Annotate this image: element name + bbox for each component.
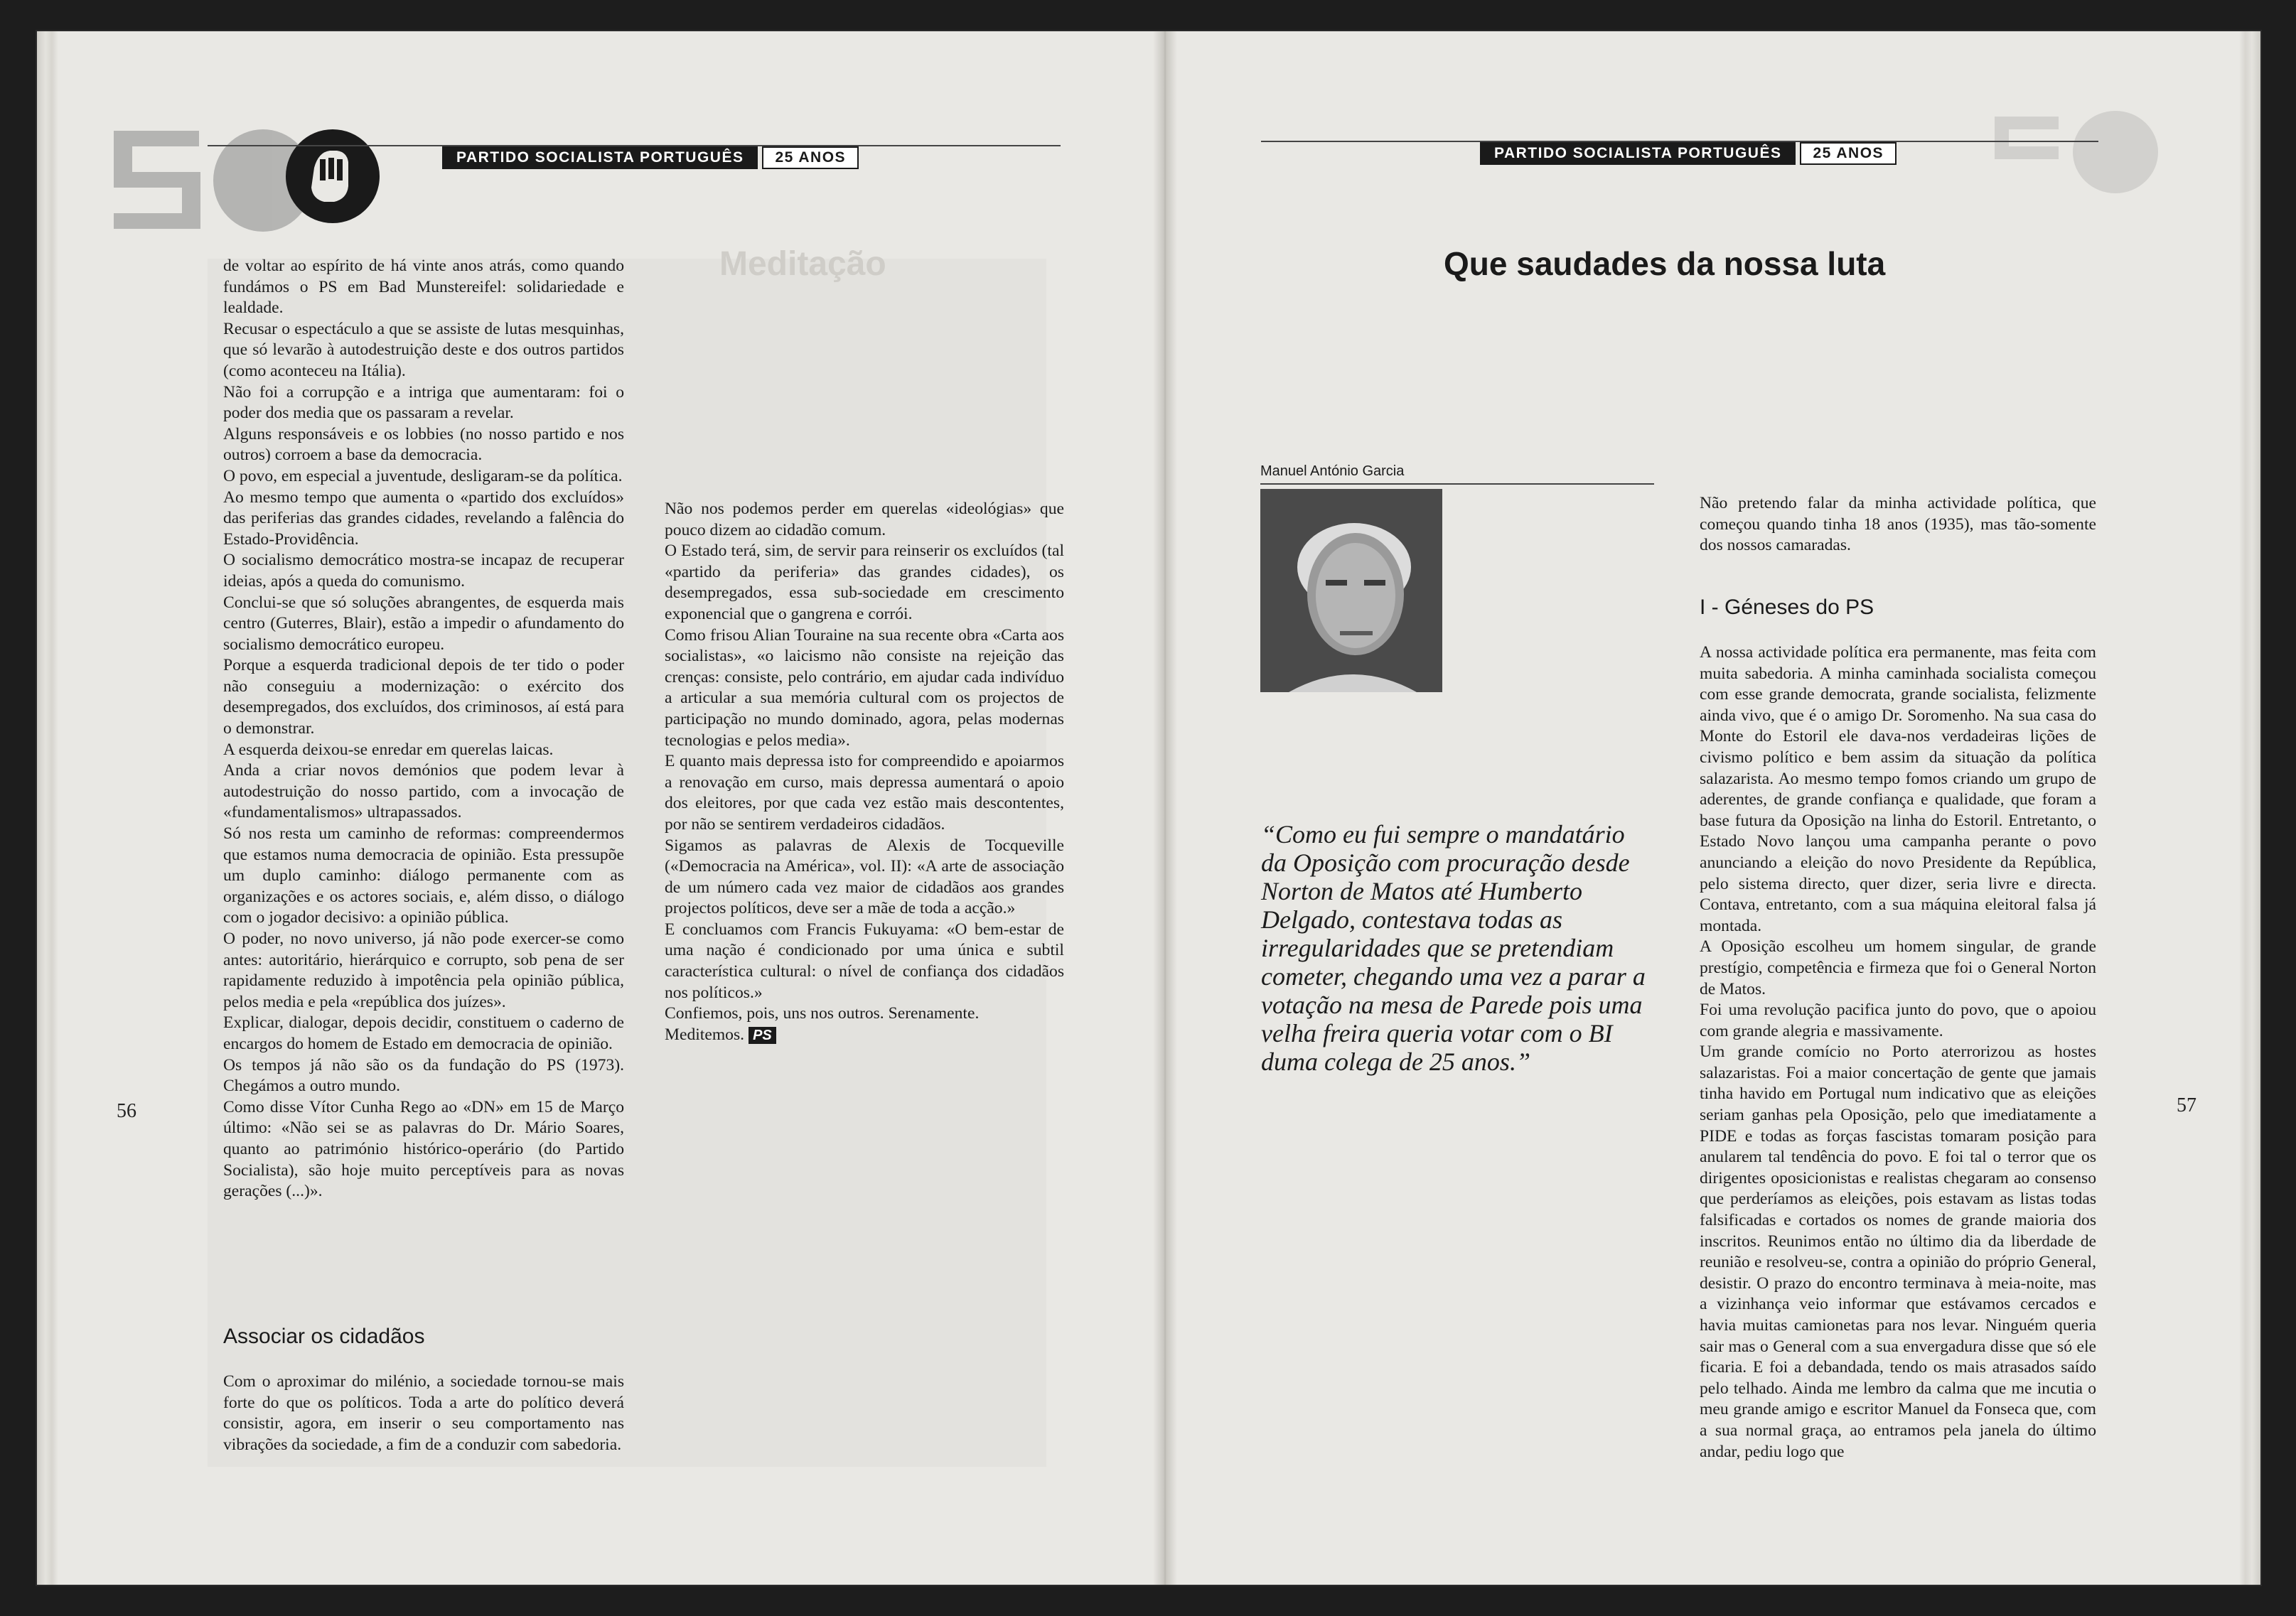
left-column-1-tail	[223, 1372, 624, 1455]
paragraph: Porque a esquerda tradicional depois de ter tido o poder não conseguiu a modernização: o exército dos desempregados, dos excluídos, dos criminosos, aí está para o demonstrar.	[223, 656, 624, 738]
left-column-1	[223, 256, 624, 1202]
closing-paragraph	[665, 1025, 1064, 1046]
article-title: Que saudades da nossa luta	[1444, 245, 1886, 282]
book-gutter	[1153, 31, 1177, 1585]
paragraph: Ao mesmo tempo que aumenta o «partido dos excluídos» das periferias das grandes cidades, revelando a falência do Estado-Providência.	[223, 488, 624, 549]
right-column-intro	[1700, 493, 2096, 556]
paragraph: Explicar, dialogar, depois decidir, constituem o caderno de encargos do homem de Estado em democracia de opinião.	[223, 1013, 624, 1053]
paragraph: Como frisou Alian Touraine na sua recente obra «Carta aos socialistas», «o laicismo não consiste na rejeição das crenças: consiste, pelo contrário, em ajudar cada indivíduo a articular a sua memória cultural com os projectos de participação no mundo dominado, agora, pelas modernas tecnologias e pelos media».	[665, 625, 1064, 750]
ps-25-logo-show-through	[1980, 95, 2208, 202]
paragraph: O poder, no novo universo, já não pode exercer-se como antes: autoritário, hierárquico e corrupto, sob pena de ser rapidamente reduzido à impotência pela opinião pública, pelos media e pela «república dos juízes».	[223, 930, 624, 1011]
paragraph: Só nos resta um caminho de reformas: compreendermos que estamos numa democracia de opinião. Esta pressupõe um duplo caminho: diálogo permanente com as organizações e os actores sociais, e, além disso, o diálogo com o jogador decisivo: a opinião pública.	[223, 824, 624, 927]
right-column-body	[1700, 642, 2096, 1463]
closing-word: Meditemos.	[665, 1025, 745, 1044]
paragraph: A esquerda deixou-se enredar em querelas laicas.	[223, 740, 554, 759]
paragraph: O Estado terá, sim, de servir para reinserir os excluídos (tal «partido da periferia» das grandes cidades), os desempregados, essa sub-sociedade em crescimento exponencial que o gangrena e corrói.	[665, 542, 1064, 623]
page-header	[1480, 142, 1897, 165]
left-column-2	[665, 499, 1064, 1045]
pull-quote: “Como eu fui sempre o mandatário da Oposição com procuração desde Norton de Matos até Humberto Delgado, contestava todas as irregularidades que se pretendiam cometer, chegando uma vez a parar a votação na mesa de Parede pois uma velha freira queria votar com o BI duma colega de 25 anos.”	[1261, 820, 1646, 1076]
ps-25-logo	[57, 102, 384, 237]
paragraph: A Oposição escolheu um homem singular, de grande prestígio, competência e firmeza que foi o General Norton de Matos.	[1700, 937, 2096, 998]
paragraph: Confiemos, pois, uns nos outros. Serenamente.	[665, 1004, 980, 1023]
header-years: 25 ANOS	[762, 146, 859, 169]
subhead-geneses: I - Géneses do PS	[1700, 596, 1874, 619]
paragraph: Foi uma revolução pacifica junto do povo, que o apoiou com grande alegria e massivamente.	[1700, 1001, 2096, 1040]
paragraph: E quanto mais depressa isto for compreendido e apoiarmos a renovação em curso, mais depressa aumentará o apoio dos eleitores, por que cada vez estão mais descontentes, por não se sentirem verdadeiros cidadãos.	[665, 752, 1064, 834]
author-photo	[1260, 489, 1442, 692]
paragraph: E concluamos com Francis Fukuyama: «O bem-estar de uma nação é condicionado por uma única e subtil característica cultural: o nível de confiança dos cidadãos nos políticos.»	[665, 920, 1064, 1002]
portrait-image	[1260, 489, 1442, 692]
header-title: PARTIDO SOCIALISTA PORTUGUÊS	[1480, 142, 1796, 165]
paragraph: Não pretendo falar da minha actividade política, que começou quando tinha 18 anos (1935), mas tão-somente dos nossos camaradas.	[1700, 494, 2096, 555]
right-page	[1177, 31, 2239, 1585]
ps-logo-mark: PS	[749, 1027, 776, 1044]
left-page-edges	[37, 31, 58, 1585]
header-title: PARTIDO SOCIALISTA PORTUGUÊS	[442, 146, 758, 169]
header-years: 25 ANOS	[1800, 142, 1897, 165]
subhead-associar: Associar os cidadãos	[223, 1325, 425, 1348]
paragraph: O povo, em especial a juventude, desligaram-se da política.	[223, 466, 623, 485]
paragraph: Com o aproximar do milénio, a sociedade tornou-se mais forte do que os políticos. Toda a arte do político deverá consistir, agora, em inserir o seu comportamento nas vibrações da sociedade, a fim de a conduzir com sabedoria.	[223, 1372, 624, 1454]
right-page-edges	[2239, 31, 2260, 1585]
page-number-left: 56	[117, 1100, 136, 1122]
paragraph: Como disse Vítor Cunha Rego ao «DN» em 15 de Março último: «Não sei se as palavras do Dr. Mário Soares, quanto ao património histórico-operário (do Partido Socialista), são hoje muito perceptíveis para as novas gerações (...)».	[223, 1097, 624, 1201]
paragraph: Não foi a corrupção e a intriga que aumentaram: foi o poder dos media que os passaram a revelar.	[223, 382, 624, 423]
paragraph: de voltar ao espírito de há vinte anos atrás, como quando fundámos o PS em Bad Munstereifel: solidariedade e lealdade.	[223, 257, 624, 318]
paragraph: A nossa actividade política era permanente, mas feita com muita sabedoria. A minha caminhada socialista começou com esse grande democrata, grande socialista, felizmente ainda vivo, que é o amigo Dr. Soromenho. Na sua casa do Monte do Estoril ele dava-nos verdadeiras lições de civismo político e bem assim da situação da política salazarista. Ao mesmo tempo fomos criando um grupo de aderentes, de grande confiança e qualidade, que foram a base futura da Oposição na linha do Estoril. Entretanto, o Estado Novo lançou uma campanha perante o povo anunciando a eleição do novo Presidente da República, pelo sistema directo, quer dizer, seria livre e directa. Contava, entretanto, com a sua máquina eleitoral falsa já montada.	[1700, 643, 2096, 935]
paragraph: Conclui-se que só soluções abrangentes, de esquerda mais centro (Guterres, Blair), estão a impedir o afundamento do socialismo democrático europeu.	[223, 593, 624, 654]
paragraph: Não nos podemos perder em querelas «ideológias» que pouco dizem ao cidadão comum.	[665, 500, 1064, 539]
paragraph: O socialismo democrático mostra-se incapaz de recuperar ideias, após a queda do comunismo.	[223, 551, 624, 591]
show-through-title: Meditação	[719, 245, 886, 283]
paragraph: Sigamos as palavras de Alexis de Tocqueville («Democracia na América», vol. II): «A arte de associação de um número cada vez maior de cidadãos aos grandes projectos políticos, deve ser a mãe de toda a acção.»	[665, 836, 1064, 918]
paragraph: Recusar o espectáculo a que se assiste de lutas mesquinhas, que só levarão à autodestruição deste e dos outros partidos (como aconteceu na Itália).	[223, 319, 624, 380]
author-name: Manuel António Garcia	[1260, 463, 1405, 479]
page-number-right: 57	[2177, 1094, 2196, 1116]
author-rule	[1260, 483, 1654, 485]
left-page	[58, 31, 1153, 1585]
paragraph: Alguns responsáveis e os lobbies (no nosso partido e nos outros) corroem a base da democracia.	[223, 424, 624, 465]
paragraph: Um grande comício no Porto aterrorizou as hostes salazaristas. Foi a maior concertação de gente que jamais tinha havido em Portugal num indicativo que as eleições seriam ganhas pela Oposição, pelo que imediatamente a PIDE e todas as forças fascistas tomaram posição para anularem tal tendência do povo. E foi tal o terror que os dirigentes oposicionistas e realistas chegaram ao consenso que perderíamos as eleições, pois estavam as listas todas falsificadas e cortados os nomes de grande maioria dos inscritos. Reunimos então no último dia da liberdade de reunião e resolveu-se, contra a opinião do próprio General, desistir. O prazo do encontro terminava à meia-noite, mas a vizinhança veio informar que estávamos cercados e havia muitas camionetas para nos levar. Ninguém queria sair mas o General com a sua envergadura disse que só ele ficaria. E foi a debandada, tendo os mais atrasados saído pelo telhado. Ainda me lembro da calma que me incutia o meu grande amigo e escritor Manuel da Fonseca que, com a sua normal graça, ao entramos pela janela do último andar, pediu logo que	[1700, 1043, 2096, 1461]
page-header	[442, 146, 859, 169]
paragraph: Os tempos já não são os da fundação do PS (1973). Chegámos a outro mundo.	[223, 1055, 624, 1096]
paragraph: Anda a criar novos demónios que podem levar à autodestruição do nosso partido, com a invocação de «fundamentalismos» ultrapassados.	[223, 761, 624, 822]
